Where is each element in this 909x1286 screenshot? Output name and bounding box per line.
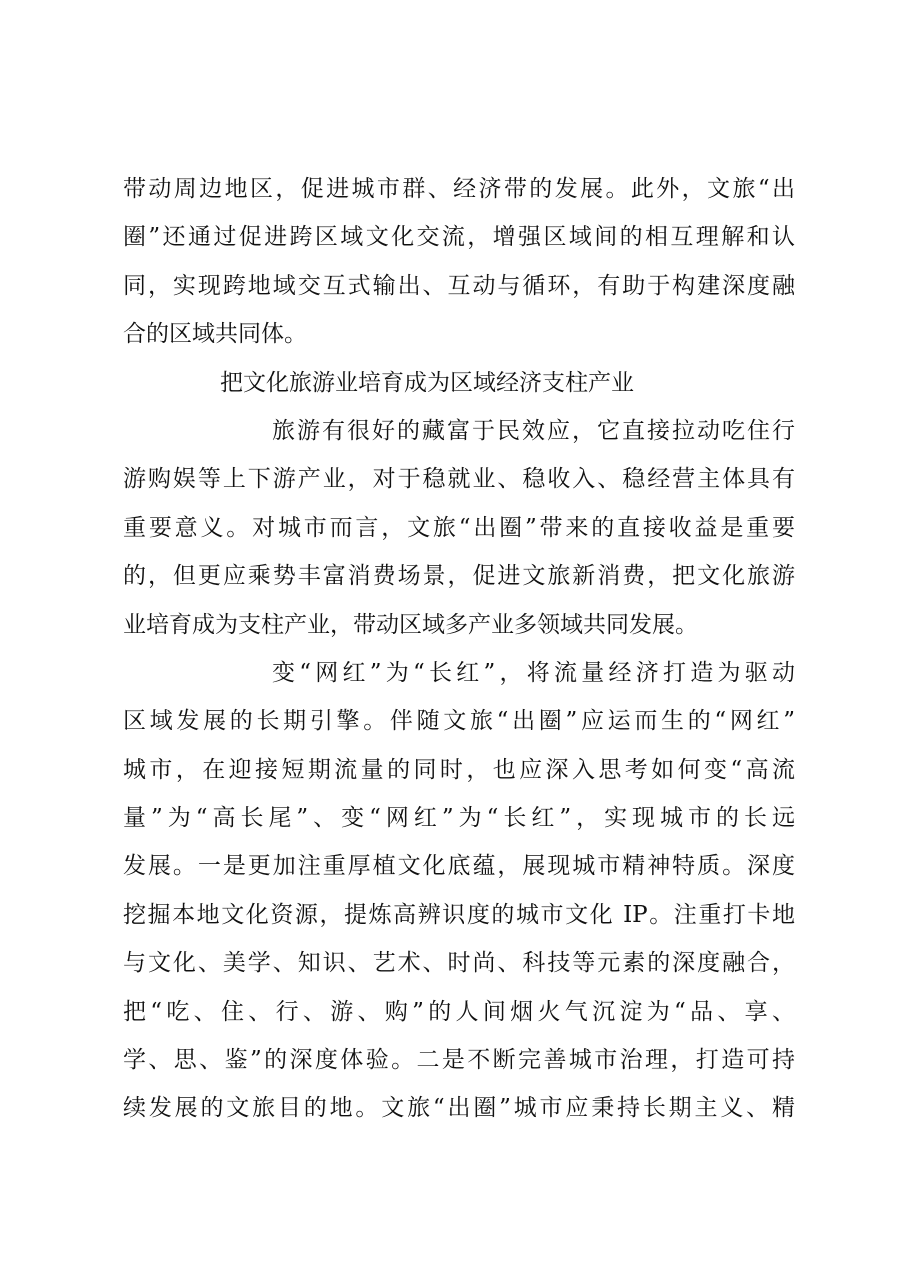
paragraph-pillar-industry [123,407,795,649]
section-heading-text: 把文化旅游业培育成为区域经济支柱产业 [220,369,634,396]
text-line: 学、思、鉴”的深度体验。二是不断完善城市治理，打造可持 [123,1047,795,1074]
text-line: 区域发展的长期引擎。伴随文旅“出圈”应运而生的“网红” [123,708,795,735]
text-line: 带动周边地区，促进城市群、经济带的发展。此外，文旅“出 [123,176,795,202]
text-line: 合的区域共同体。 [123,321,307,348]
text-line: 把“吃、住、行、游、购”的人间烟火气沉淀为“品、享、 [123,998,795,1025]
paragraph-long-term-engine [123,649,795,1133]
paragraph-regional-community [123,165,795,359]
text-line: 业培育成为支柱产业，带动区域多产业多领域共同发展。 [123,611,698,638]
text-line: 挖掘本地文化资源，提炼高辨识度的城市文化 IP。注重打卡地 [123,901,795,928]
text-line: 的，但更应乘势丰富消费场景，促进文旅新消费，把文化旅游 [123,563,795,590]
text-line: 发展。一是更加注重厚植文化底蕴，展现城市精神特质。深度 [123,853,795,880]
text-line: 同，实现跨地域交互式输出、互动与循环，有助于构建深度融 [123,272,795,299]
text-line: 圈”还通过促进跨区域文化交流，增强区域间的相互理解和认 [123,224,795,251]
text-line: 旅游有很好的藏富于民效应，它直接拉动吃住行 [272,417,795,444]
text-line: 重要意义。对城市而言，文旅“出圈”带来的直接收益是重要 [123,514,795,541]
document-body [123,165,795,1133]
text-line: 续发展的文旅目的地。文旅“出圈”城市应秉持长期主义、精 [123,1095,795,1122]
text-line: 变“网红”为“长红”，将流量经济打造为驱动 [272,659,795,686]
text-line: 量”为“高长尾”、变“网红”为“长红”，实现城市的长远 [123,805,795,832]
text-line: 游购娱等上下游产业，对于稳就业、稳收入、稳经营主体具有 [123,466,795,493]
text-line: 与文化、美学、知识、艺术、时尚、科技等元素的深度融合， [123,950,795,977]
text-line: 城市，在迎接短期流量的同时，也应深入思考如何变“高流 [123,756,795,783]
section-heading [123,359,795,407]
